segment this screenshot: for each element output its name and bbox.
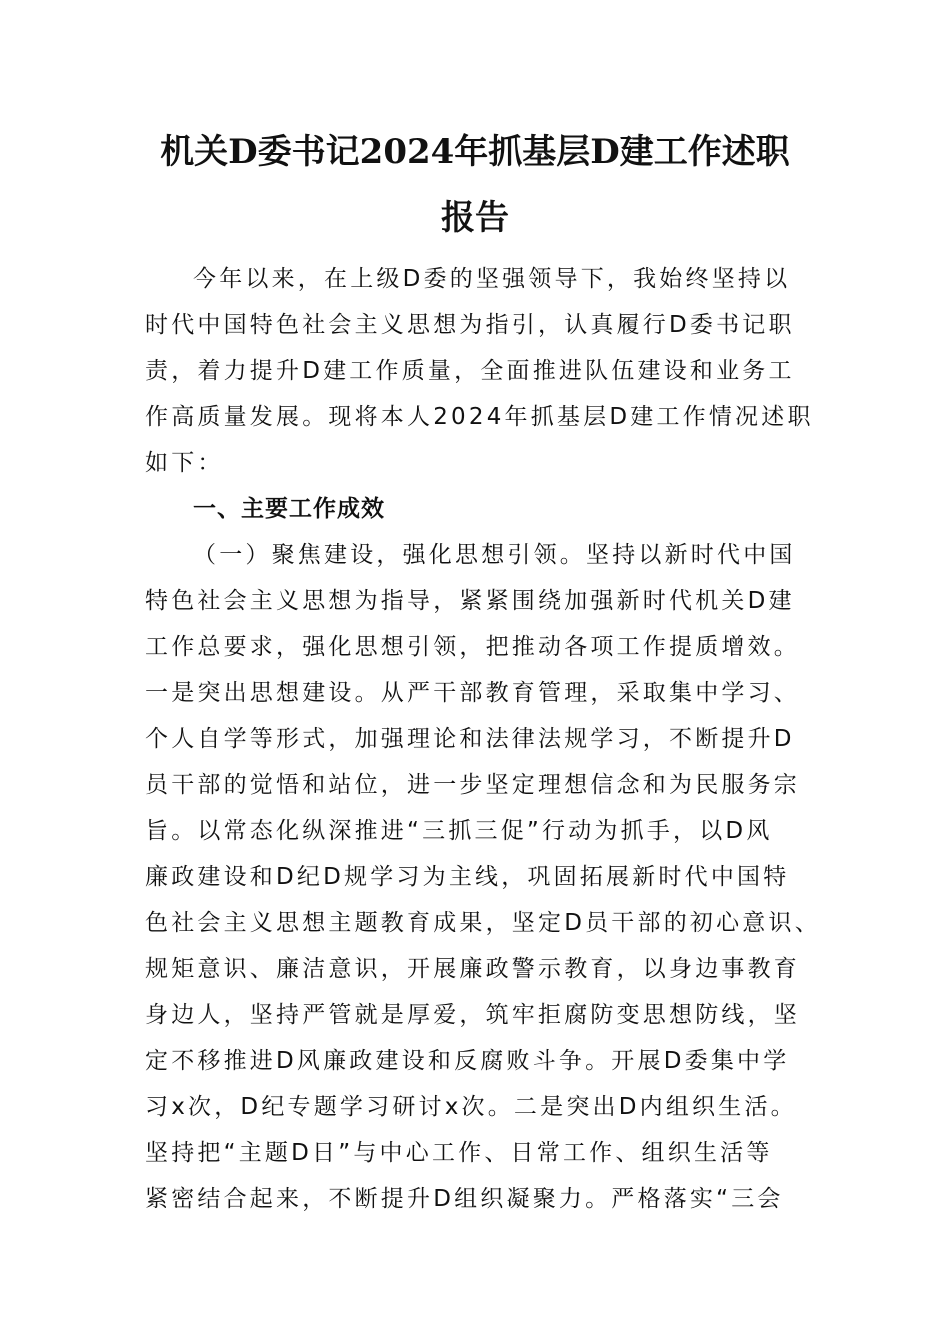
section-paragraph-line: 特色社会主义思想为指导，紧紧围绕加强新时代机关D建 xyxy=(145,588,795,614)
section-paragraph-line: 定不移推进D风廉政建设和反腐败斗争。开展D委集中学 xyxy=(145,1048,790,1074)
section-paragraph-line: 紧密结合起来，不断提升D组织凝聚力。严格落实“三会 xyxy=(145,1186,784,1212)
intro-paragraph-line: 责，着力提升D建工作质量，全面推进队伍建设和业务工 xyxy=(145,358,795,384)
section-paragraph-line: 廉政建设和D纪D规学习为主线，巩固拓展新时代中国特 xyxy=(145,864,790,890)
section-paragraph-line: 身边人，坚持严管就是厚爱，筑牢拒腐防变思想防线，坚 xyxy=(145,1002,800,1028)
section-paragraph-line: 工作总要求，强化思想引领，把推动各项工作提质增效。 xyxy=(145,634,800,660)
section-paragraph-line: 一是突出思想建设。从严干部教育管理，采取集中学习、 xyxy=(145,680,800,706)
section-paragraph-line: （一）聚焦建设，强化思想引领。坚持以新时代中国 xyxy=(193,542,796,568)
section-paragraph-line: 习x次，D纪专题学习研讨x次。二是突出D内组织生活。 xyxy=(145,1094,797,1120)
document-title-line-2: 报告 xyxy=(441,198,509,238)
intro-paragraph-line: 今年以来，在上级D委的坚强领导下，我始终坚持以 xyxy=(193,266,791,292)
intro-paragraph-line: 作高质量发展。现将本人2024年抓基层D建工作情况述职 xyxy=(145,404,814,430)
section-paragraph-line: 规矩意识、廉洁意识，开展廉政警示教育，以身边事教育 xyxy=(145,956,800,982)
section-paragraph-line: 色社会主义思想主题教育成果，坚定D员干部的初心意识、 xyxy=(145,910,821,936)
section-paragraph-line: 坚持把“主题D日”与中心工作、日常工作、组织生活等 xyxy=(145,1140,773,1166)
section-paragraph-line: 个人自学等形式，加强理论和法律法规学习，不断提升D xyxy=(145,726,795,752)
section-paragraph-line: 员干部的觉悟和站位，进一步坚定理想信念和为民服务宗 xyxy=(145,772,800,798)
section-paragraph-line: 旨。以常态化纵深推进“三抓三促”行动为抓手，以D风 xyxy=(145,818,773,844)
section-heading: 一、主要工作成效 xyxy=(193,496,385,522)
intro-paragraph-line: 时代中国特色社会主义思想为指引，认真履行D委书记职 xyxy=(145,312,795,338)
document-body xyxy=(145,256,821,1222)
document-title-line-1: 机关D委书记2024年抓基层D建工作述职 xyxy=(160,132,790,172)
intro-paragraph-line: 如下： xyxy=(145,450,224,476)
